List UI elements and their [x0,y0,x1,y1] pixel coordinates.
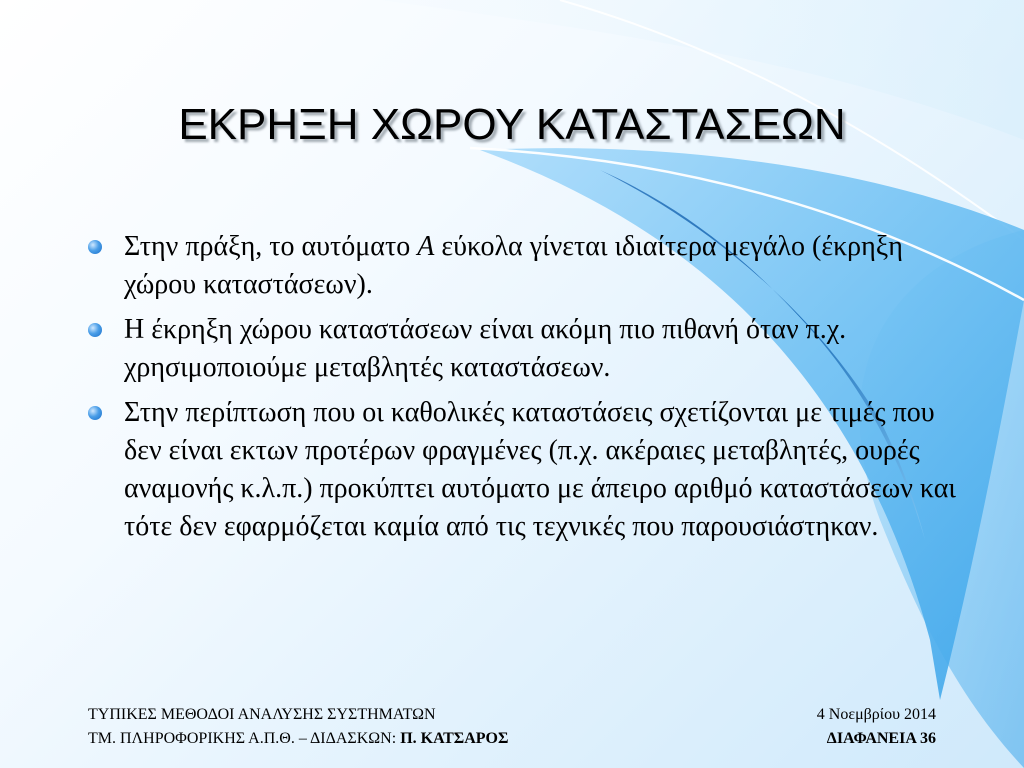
bullet-text: εύκολα γίνεται ιδιαίτερα μεγάλο (έκρηξη χώρου καταστάσεων). [124,231,903,300]
footer-course-info [88,703,508,751]
bullet-item [88,228,958,304]
automaton-symbol: A [417,231,435,262]
bullet-item [88,394,958,546]
bullet-text: Στην πράξη, το αυτόματο [124,231,418,262]
bullet-item [88,311,958,387]
footer-department: ΤΜ. ΠΛΗΡΟΦΟΡΙΚΗΣ Α.Π.Θ. – ΔΙΔΑΣΚΩΝ: [88,730,401,747]
bullet-text: Στην περίπτωση που οι καθολικές καταστάσεις σχετίζονται με τιμές που δεν είναι εκτων προτέρων φραγμένες (π.χ. ακέραιες μεταβλητές, ουρές αναμονής κ.λ.π.) προκύπτει αυτόματο με άπειρο αριθμό καταστάσεων και τότε δεν εφαρμόζεται καμία από τις τεχνικές που παρουσιάστηκαν. [124,397,956,542]
bullet-text: Η έκρηξη χώρου καταστάσεων είναι ακόμη πιο πιθανή όταν π.χ. χρησιμοποιούμε μεταβλητές καταστάσεων. [124,314,847,383]
bullet-dot-icon [88,406,102,420]
footer-slide-info [817,703,936,751]
footer-course-title: ΤΥΠΙΚΕΣ ΜΕΘΟΔΟΙ ΑΝΑΛΥΣΗΣ ΣΥΣΤΗΜΑΤΩΝ [88,706,436,723]
slide-title: ΕΚΡΗΞΗ ΧΩΡΟΥ ΚΑΤΑΣΤΑΣΕΩΝ [178,100,846,149]
bullet-dot-icon [88,240,102,254]
bullet-list [88,228,958,553]
footer-slide-number: ΔΙΑΦΑΝΕΙΑ 36 [826,730,936,747]
footer-date: 4 Νοεμβρίου 2014 [816,706,936,723]
footer-department-line [88,727,508,751]
bullet-dot-icon [88,323,102,337]
footer-instructor: Π. ΚΑΤΣΑΡΟΣ [400,730,509,747]
